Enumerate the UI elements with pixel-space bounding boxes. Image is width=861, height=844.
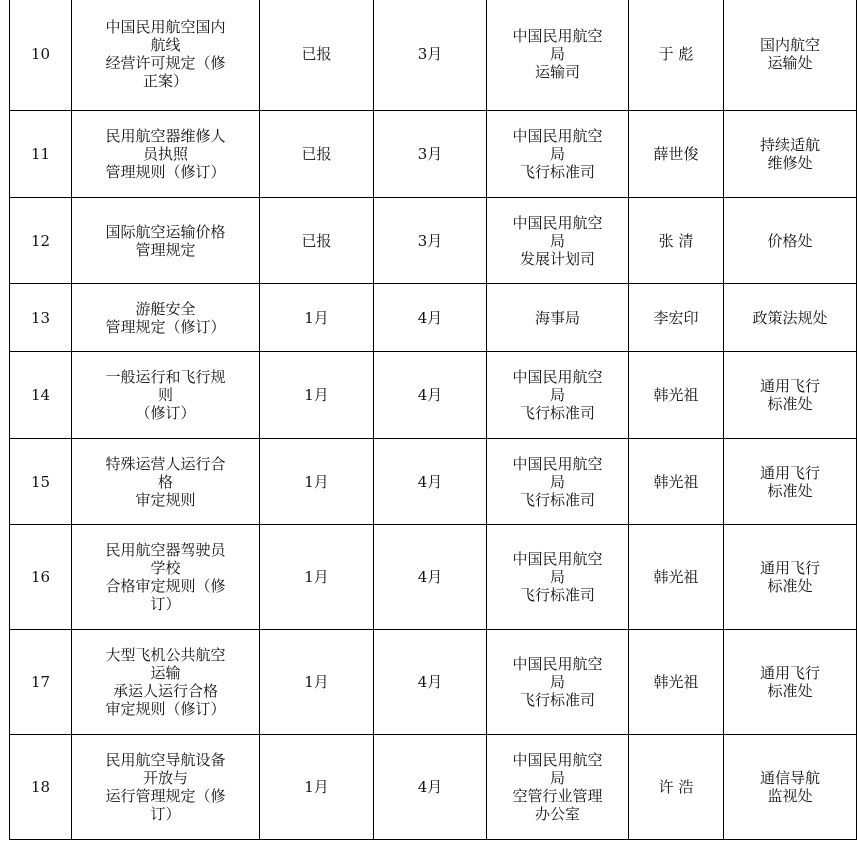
responsible-unit-cell	[487, 735, 629, 840]
responsible-division-cell	[724, 630, 857, 735]
responsible-unit-cell	[487, 0, 629, 111]
responsible-division-line: 标准处	[767, 481, 813, 500]
review-month: 4月	[374, 525, 487, 630]
regulation-title-cell	[72, 198, 260, 284]
contact-person: 张 清	[629, 198, 724, 284]
responsible-unit-cell	[487, 284, 629, 352]
responsible-division-line: 维修处	[767, 154, 813, 172]
review-month: 4月	[374, 284, 487, 352]
responsible-division-cell	[724, 284, 857, 352]
regulation-title-line: 开放与	[142, 769, 188, 787]
responsible-division-cell	[724, 525, 857, 630]
regulation-title-line: 中国民用航空国内	[105, 18, 226, 36]
responsible-unit-line: 飞行标准司	[519, 691, 595, 709]
regulation-title-line: 订）	[150, 595, 181, 613]
contact-person: 于 彪	[629, 0, 724, 111]
contact-person: 李宏印	[629, 284, 724, 352]
responsible-division-line: 持续适航	[759, 136, 820, 154]
responsible-division-line: 监视处	[767, 787, 813, 805]
responsible-unit-line: 中国民用航空	[512, 751, 603, 769]
submission-month: 1月	[260, 630, 374, 735]
regulation-title-line: 特殊运营人运行合	[105, 454, 226, 473]
responsible-unit-line: 局	[549, 568, 565, 586]
regulation-title-line: 运行管理规定（修	[105, 787, 226, 805]
responsible-unit-line: 运输司	[534, 63, 580, 81]
table-row	[10, 111, 857, 198]
responsible-unit-cell	[487, 630, 629, 735]
row-number: 14	[10, 352, 72, 439]
regulation-title-cell	[72, 111, 260, 198]
regulation-title-line: 则	[157, 386, 173, 404]
row-number: 10	[10, 0, 72, 111]
submission-month: 1月	[260, 735, 374, 840]
regulation-title-line: 民用航空器驾驶员	[105, 541, 226, 559]
submission-month: 1月	[260, 284, 374, 352]
regulation-title-cell	[72, 284, 260, 352]
table-row	[10, 352, 857, 439]
row-number: 11	[10, 111, 72, 198]
responsible-division-line: 运输处	[767, 54, 813, 72]
responsible-unit-cell	[487, 439, 629, 525]
responsible-unit-line: 中国民用航空	[512, 368, 603, 386]
responsible-unit-line: 中国民用航空	[512, 127, 603, 145]
responsible-unit-line: 局	[549, 769, 565, 787]
regulation-title-line: 员执照	[142, 145, 188, 163]
submission-month: 1月	[260, 525, 374, 630]
table-row	[10, 0, 857, 111]
responsible-unit-line: 空管行业管理	[512, 787, 603, 805]
regulation-title-line: 民用航空器维修人	[105, 127, 226, 145]
responsible-unit-line: 办公室	[534, 805, 580, 823]
review-month: 3月	[374, 111, 487, 198]
responsible-unit-line: 飞行标准司	[519, 163, 595, 181]
regulation-title-cell	[72, 439, 260, 525]
contact-person: 韩光祖	[629, 630, 724, 735]
review-month: 4月	[374, 630, 487, 735]
regulation-title-line: （修订）	[135, 404, 196, 422]
responsible-division-cell	[724, 0, 857, 111]
contact-person: 薛世俊	[629, 111, 724, 198]
responsible-division-cell	[724, 352, 857, 439]
contact-person: 韩光祖	[629, 525, 724, 630]
responsible-unit-line: 局	[549, 45, 565, 63]
submission-month: 已报	[260, 198, 374, 284]
regulation-title-line: 格	[157, 472, 173, 491]
responsible-division-cell	[724, 735, 857, 840]
responsible-unit-cell	[487, 111, 629, 198]
regulation-title-cell	[72, 630, 260, 735]
regulation-title-line: 一般运行和飞行规	[105, 368, 226, 386]
contact-person: 韩光祖	[629, 439, 724, 525]
contact-person: 韩光祖	[629, 352, 724, 439]
responsible-division-line: 通用飞行	[759, 559, 820, 577]
regulation-title-cell	[72, 525, 260, 630]
row-number: 12	[10, 198, 72, 284]
responsible-division-line: 标准处	[767, 577, 813, 595]
responsible-unit-cell	[487, 352, 629, 439]
responsible-unit-line: 发展计划司	[519, 249, 595, 268]
submission-month: 已报	[260, 111, 374, 198]
responsible-division-line: 国内航空	[759, 36, 820, 54]
regulation-title-line: 大型飞机公共航空	[105, 646, 226, 664]
responsible-division-line: 政策法规处	[752, 308, 828, 327]
row-number: 16	[10, 525, 72, 630]
table-row	[10, 735, 857, 840]
contact-person: 许 浩	[629, 735, 724, 840]
regulation-title-line: 航线	[150, 36, 181, 54]
review-month: 3月	[374, 198, 487, 284]
regulation-title-line: 承运人运行合格	[112, 682, 218, 700]
responsible-unit-line: 中国民用航空	[512, 213, 603, 232]
responsible-unit-line: 中国民用航空	[512, 27, 603, 45]
regulation-title-line: 审定规则	[135, 490, 196, 509]
row-number: 15	[10, 439, 72, 525]
regulation-title-cell	[72, 352, 260, 439]
table-row	[10, 439, 857, 525]
table-body	[10, 0, 857, 840]
regulation-title-line: 管理规定（修订）	[105, 317, 226, 336]
responsible-unit-line: 中国民用航空	[512, 550, 603, 568]
responsible-unit-cell	[487, 198, 629, 284]
regulation-title-line: 运输	[150, 664, 181, 682]
submission-month: 已报	[260, 0, 374, 111]
responsible-unit-line: 局	[549, 673, 565, 691]
responsible-unit-cell	[487, 525, 629, 630]
responsible-division-line: 价格处	[767, 231, 813, 250]
responsible-unit-line: 中国民用航空	[512, 454, 603, 473]
responsible-division-line: 通用飞行	[759, 463, 820, 482]
responsible-unit-line: 局	[549, 472, 565, 491]
regulation-title-line: 管理规定	[135, 240, 196, 259]
regulation-title-cell	[72, 0, 260, 111]
regulation-title-line: 正案）	[142, 72, 188, 90]
submission-month: 1月	[260, 439, 374, 525]
responsible-division-line: 通用飞行	[759, 664, 820, 682]
responsible-division-cell	[724, 111, 857, 198]
row-number: 17	[10, 630, 72, 735]
regulation-title-line: 学校	[150, 559, 181, 577]
responsible-unit-line: 局	[549, 145, 565, 163]
responsible-unit-line: 飞行标准司	[519, 404, 595, 422]
regulation-title-line: 订）	[150, 805, 181, 823]
responsible-division-cell	[724, 439, 857, 525]
regulation-title-line: 民用航空导航设备	[105, 751, 226, 769]
regulation-title-line: 合格审定规则（修	[105, 577, 226, 595]
table-row	[10, 525, 857, 630]
responsible-unit-line: 飞行标准司	[519, 490, 595, 509]
responsible-division-line: 标准处	[767, 682, 813, 700]
responsible-division-cell	[724, 198, 857, 284]
table-row	[10, 198, 857, 284]
review-month: 4月	[374, 352, 487, 439]
review-month: 4月	[374, 439, 487, 525]
table-row	[10, 630, 857, 735]
responsible-unit-line: 中国民用航空	[512, 655, 603, 673]
submission-month: 1月	[260, 352, 374, 439]
regulation-title-line: 游艇安全	[135, 299, 196, 318]
row-number: 13	[10, 284, 72, 352]
responsible-unit-line: 局	[549, 231, 565, 250]
table-row	[10, 284, 857, 352]
responsible-unit-line: 飞行标准司	[519, 586, 595, 604]
responsible-unit-line: 海事局	[534, 308, 580, 327]
regulation-title-cell	[72, 735, 260, 840]
regulation-title-line: 审定规则（修订）	[105, 700, 226, 718]
review-month: 3月	[374, 0, 487, 111]
row-number: 18	[10, 735, 72, 840]
review-month: 4月	[374, 735, 487, 840]
regulation-table	[9, 0, 857, 840]
responsible-division-line: 通信导航	[759, 769, 820, 787]
responsible-division-line: 标准处	[767, 395, 813, 413]
regulation-title-line: 管理规则（修订）	[105, 163, 226, 181]
regulation-title-line: 国际航空运输价格	[105, 222, 226, 241]
responsible-unit-line: 局	[549, 386, 565, 404]
regulation-title-line: 经营许可规定（修	[105, 54, 226, 72]
responsible-division-line: 通用飞行	[759, 377, 820, 395]
